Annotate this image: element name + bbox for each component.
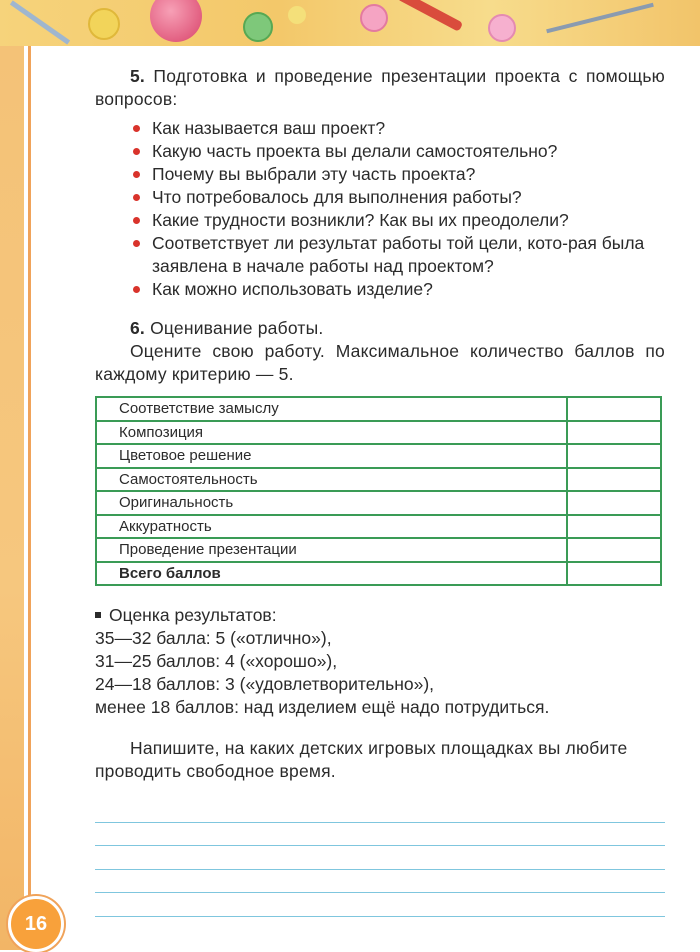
section-6-number: 6. [130,318,145,338]
score-cell[interactable] [567,491,661,515]
section-6-instruction: Оцените свою работу. Максимальное количество баллов по каждому критерию — 5. [95,341,665,384]
scissors-decoration [397,0,464,32]
compass-decoration [546,3,654,33]
list-item: Как называется ваш проект? [130,117,665,140]
score-cell[interactable] [567,421,661,445]
button-decoration [88,8,120,40]
presentation-questions-list [95,117,665,301]
table-row [96,468,661,492]
criterion-label: Композиция [96,421,567,445]
answer-lines[interactable] [95,799,665,917]
list-item: Какие трудности возникли? Как вы их преодолели? [130,209,665,232]
answer-line[interactable] [95,893,665,917]
page-number: 16 [8,896,64,952]
button-decoration [243,12,273,42]
table-row [96,538,661,562]
writing-task: Напишите, на каких детских игровых площадках вы любите проводить свободное время. [95,738,628,781]
section-5-title-text: Подготовка и проведение презентации проекта с помощью вопросов: [95,66,666,109]
answer-line[interactable] [95,799,665,823]
list-item: Какую часть проекта вы делали самостоятельно? [130,140,665,163]
table-row [96,444,661,468]
results-block [95,604,665,719]
total-label: Всего баллов [96,562,567,586]
list-item: Почему вы выбрали эту часть проекта? [130,163,665,186]
score-cell[interactable] [567,515,661,539]
answer-line[interactable] [95,870,665,894]
result-line: 35—32 балла: 5 («отлично»), [95,628,332,648]
table-row [96,491,661,515]
button-decoration [488,14,516,42]
left-margin-line [28,46,31,950]
table-row [96,397,661,421]
button-decoration [360,4,388,32]
section-6-title [95,317,665,340]
left-margin-stripe [0,46,24,950]
criteria-table [95,396,662,586]
result-line: 24—18 баллов: 3 («удовлетворительно»), [95,674,435,694]
answer-line[interactable] [95,823,665,847]
score-cell[interactable] [567,397,661,421]
total-score-cell[interactable] [567,562,661,586]
criterion-label: Проведение презентации [96,538,567,562]
total-row [96,562,661,586]
section-6-title-text: Оценивание работы. [150,318,324,338]
result-line: 31—25 баллов: 4 («хорошо»), [95,651,338,671]
ball-yarn-decoration [150,0,202,42]
button-decoration [288,6,306,24]
score-cell[interactable] [567,444,661,468]
pencil-decoration [10,0,70,44]
section-5-number: 5. [130,66,145,86]
section-5-title [95,65,665,111]
result-line: менее 18 баллов: над изделием ещё надо потрудиться. [95,697,550,717]
list-item: Что потребовалось для выполнения работы? [130,186,665,209]
criterion-label: Оригинальность [96,491,567,515]
results-heading: Оценка результатов: [95,604,665,627]
page-content [95,65,665,917]
criterion-label: Соответствие замыслу [96,397,567,421]
criterion-label: Самостоятельность [96,468,567,492]
answer-line[interactable] [95,846,665,870]
score-cell[interactable] [567,468,661,492]
list-item: Как можно использовать изделие? [130,278,665,301]
criterion-label: Аккуратность [96,515,567,539]
list-item: Соответствует ли результат работы той цели, кото-рая была заявлена в начале работы над проектом? [130,232,665,278]
criterion-label: Цветовое решение [96,444,567,468]
score-cell[interactable] [567,538,661,562]
table-row [96,515,661,539]
table-row [96,421,661,445]
decorative-banner [0,0,700,46]
